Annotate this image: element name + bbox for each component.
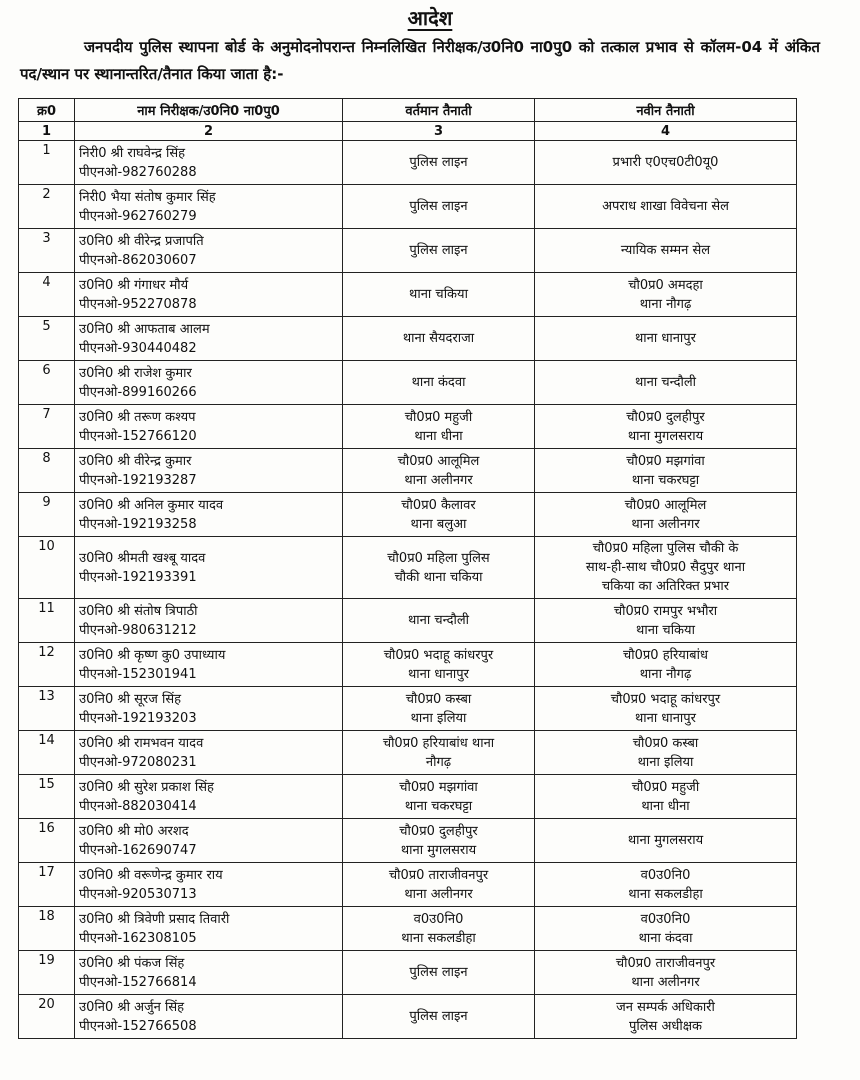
current-posting-line: थाना सकलडीहा [401,930,476,946]
new-posting-line: थाना मुगलसराय [627,428,704,444]
officer-name: निरी0 श्री राघवेन्द्र सिंह [79,145,186,161]
officer-pno: पीएनओ-920530713 [79,886,197,902]
serial-number: 3 [19,229,75,273]
officer-name: उ0नि0 श्री रामभवन यादव [79,735,204,751]
current-posting [343,643,535,687]
table-row [19,273,797,317]
officer-cell [75,995,343,1039]
new-posting-line: चौ0प्र0 दुलहीपुर [626,409,705,425]
new-posting-line: चकिया का अतिरिक्त प्रभार [601,579,730,594]
order-intro-paragraph [20,34,820,88]
officer-name: उ0नि0 श्री अर्जुन सिंह [79,999,185,1015]
serial-number: 5 [19,317,75,361]
officer-pno: पीएनओ-980631212 [79,622,197,638]
new-posting-line: थाना अलीनगर [631,974,700,990]
current-posting-line: थाना चन्दौली [407,613,470,628]
new-posting-line: थाना चकिया [636,622,695,638]
officer-cell [75,819,343,863]
officer-cell [75,317,343,361]
current-posting [343,907,535,951]
current-posting [343,819,535,863]
current-posting-line: पुलिस लाइन [409,965,468,980]
serial-number: 12 [19,643,75,687]
table-row [19,907,797,951]
serial-number: 4 [19,273,75,317]
current-posting [343,273,535,317]
new-posting-line: व0उ0नि0 [640,911,691,927]
new-posting-line: थाना नौगढ़ [639,666,692,682]
serial-number: 13 [19,687,75,731]
current-posting [343,537,535,599]
column-number: 1 [19,122,75,141]
serial-number: 8 [19,449,75,493]
new-posting-line: चौ0प्र0 हरियाबांध [623,647,708,663]
table-row [19,775,797,819]
officer-pno: पीएनओ-162308105 [79,930,197,946]
new-posting [535,599,797,643]
current-posting [343,599,535,643]
current-posting-line: थाना मुगलसराय [400,842,477,858]
officer-name: उ0नि0 श्री संतोष त्रिपाठी [79,603,198,619]
serial-number: 20 [19,995,75,1039]
officer-pno: पीएनओ-152766814 [79,974,197,990]
new-posting-line: थाना धानापुर [634,331,697,346]
current-posting-line: थाना धीना [414,428,463,444]
officer-pno: पीएनओ-152766508 [79,1018,197,1034]
officer-cell [75,361,343,405]
table-row [19,643,797,687]
officer-pno: पीएनओ-192193258 [79,516,197,532]
serial-number: 1 [19,141,75,185]
officer-name: उ0नि0 श्री वीरेन्द्र प्रजापति [79,233,204,249]
officer-cell [75,907,343,951]
current-posting-line: चौ0प्र0 दुलहीपुर [399,823,478,839]
current-posting-line: पुलिस लाइन [409,243,468,258]
officer-name: उ0नि0 श्री त्रिवेणी प्रसाद तिवारी [79,911,230,927]
current-posting-line: थाना अलीनगर [404,472,473,488]
new-posting [535,273,797,317]
officer-name: उ0नि0 श्री पंकज सिंह [79,955,185,971]
new-posting-line: चौ0प्र0 महिला पुलिस चौकी के [592,541,739,556]
new-posting-line: थाना इलिया [637,754,694,770]
new-posting [535,141,797,185]
officer-pno: पीएनओ-152301941 [79,666,197,682]
current-posting-line: चौ0प्र0 महिला पुलिस [387,550,490,566]
new-posting-line: जन सम्पर्क अधिकारी [616,999,715,1015]
new-posting-line: थाना अलीनगर [631,516,700,532]
table-row [19,951,797,995]
new-posting [535,775,797,819]
new-posting [535,907,797,951]
current-posting-line: थाना बलुआ [410,516,467,532]
new-posting-line: चौ0प्र0 रामपुर भभौरा [613,603,718,619]
column-number: 4 [535,122,797,141]
current-posting [343,405,535,449]
serial-number: 19 [19,951,75,995]
current-posting-line: थाना कंदवा [411,375,466,390]
officer-pno: पीएनओ-972080231 [79,754,197,770]
current-posting-line: थाना चकिया [409,287,468,302]
table-row [19,141,797,185]
current-posting [343,951,535,995]
table-row [19,819,797,863]
current-posting [343,863,535,907]
header-new-posting: नवीन तैनाती [535,99,797,122]
new-posting-line: चौ0प्र0 महुजी [631,779,700,795]
serial-number: 15 [19,775,75,819]
new-posting-line: थाना चन्दौली [634,375,697,390]
current-posting-line: पुलिस लाइन [409,155,468,170]
current-posting [343,995,535,1039]
officer-pno: पीएनओ-982760288 [79,164,197,180]
table-row [19,537,797,599]
serial-number: 6 [19,361,75,405]
new-posting-line: थाना धानापुर [634,710,697,726]
new-posting-line: चौ0प्र0 भदाहू कांधरपुर [610,691,721,707]
current-posting-line: व0उ0नि0 [413,911,464,927]
officer-cell [75,537,343,599]
officer-pno: पीएनओ-952270878 [79,296,197,312]
new-posting-line: चौ0प्र0 मझगांवा [626,453,705,469]
current-posting-line: चौ0प्र0 आलूमिल [397,453,480,469]
officer-pno: पीएनओ-162690747 [79,842,197,858]
officer-cell [75,229,343,273]
officer-name: उ0नि0 श्री गंगाधर मौर्य [79,277,189,293]
current-posting-line: पुलिस लाइन [409,1009,468,1024]
current-posting [343,317,535,361]
officer-pno: पीएनओ-862030607 [79,252,197,268]
new-posting-line: थाना कंदवा [638,930,693,946]
officer-cell [75,141,343,185]
new-posting [535,493,797,537]
table-row [19,731,797,775]
current-posting-line: चौ0प्र0 मझगांवा [399,779,478,795]
current-posting [343,361,535,405]
current-posting [343,731,535,775]
order-heading: आदेश [407,6,453,30]
current-posting-line: थाना इलिया [410,710,467,726]
serial-number: 10 [19,537,75,599]
officer-cell [75,405,343,449]
new-posting-line: न्यायिक सम्मन सेल [620,243,711,258]
new-posting-line: अपराध शाखा विवेचना सेल [602,199,729,214]
table-row [19,185,797,229]
table-row [19,863,797,907]
intro-text: जनपदीय पुलिस स्थापना बोर्ड के अनुमोदनोपरान्त निम्नलिखित निरीक्षक/उ0नि0 ना0पु0 को तत्काल प्रभाव से कॉलम-04 में अंकित पद/स्थान पर स्थानान्तरित/तैनात किया जाता है:- [20,38,820,83]
officer-pno: पीएनओ-192193203 [79,710,197,726]
current-posting [343,185,535,229]
serial-number: 14 [19,731,75,775]
officer-pno: पीएनओ-899160266 [79,384,197,400]
table-row [19,317,797,361]
new-posting [535,819,797,863]
current-posting-line: चौ0प्र0 ताराजीवनपुर [388,867,489,883]
new-posting-line: थाना मुगलसराय [627,833,704,848]
current-posting-line: चौ0प्र0 महुजी [404,409,473,425]
officer-name: उ0नि0 श्री सुरेश प्रकाश सिंह [79,779,214,795]
current-posting-line: थाना सैयदराजा [402,331,475,346]
officer-name: उ0नि0 श्री वीरेन्द्र कुमार [79,453,192,469]
new-posting-line: चौ0प्र0 आलूमिल [624,497,707,513]
current-posting-line: चौ0प्र0 कैलावर [401,497,476,513]
table-row [19,449,797,493]
officer-name: उ0नि0 श्री कृष्ण कु0 उपाध्याय [79,647,226,663]
new-posting [535,731,797,775]
officer-cell [75,493,343,537]
new-posting [535,995,797,1039]
header-current-posting: वर्तमान तैनाती [343,99,535,122]
table-row [19,229,797,273]
officer-cell [75,185,343,229]
table-row [19,687,797,731]
new-posting [535,229,797,273]
table-row [19,493,797,537]
serial-number: 2 [19,185,75,229]
new-posting-line: चौ0प्र0 ताराजीवनपुर [615,955,716,971]
new-posting-line: चौ0प्र0 अमदहा [628,277,703,293]
new-posting [535,449,797,493]
table-row [19,995,797,1039]
column-number-row [19,122,797,141]
officer-name: उ0नि0 श्री सूरज सिंह [79,691,182,707]
header-serial: क्र0 [19,99,75,122]
current-posting-line: चौकी थाना चकिया [394,569,483,585]
serial-number: 11 [19,599,75,643]
current-posting [343,775,535,819]
officer-cell [75,775,343,819]
current-posting [343,687,535,731]
officer-name: उ0नि0 श्री राजेश कुमार [79,365,192,381]
current-posting-line: नौगढ़ [425,754,452,770]
current-posting-line: चौ0प्र0 भदाहू कांधरपुर [383,647,494,663]
table-row [19,599,797,643]
new-posting-line: व0उ0नि0 [640,867,691,883]
officer-cell [75,449,343,493]
new-posting-line: थाना सकलडीहा [628,886,703,902]
current-posting [343,493,535,537]
current-posting-line: थाना धानापुर [407,666,470,682]
current-posting-line: थाना अलीनगर [404,886,473,902]
table-header-row [19,99,797,122]
officer-pno: पीएनओ-930440482 [79,340,197,356]
current-posting-line: चौ0प्र0 कस्बा [405,691,472,707]
new-posting [535,405,797,449]
transfer-table [18,98,797,1039]
current-posting [343,229,535,273]
new-posting-line: चौ0प्र0 कस्बा [632,735,699,751]
column-number: 2 [75,122,343,141]
officer-pno: पीएनओ-192193287 [79,472,197,488]
officer-cell [75,273,343,317]
header-name: नाम निरीक्षक/उ0नि0 ना0पु0 [75,99,343,122]
column-number: 3 [343,122,535,141]
new-posting [535,537,797,599]
officer-pno: पीएनओ-152766120 [79,428,197,444]
serial-number: 16 [19,819,75,863]
new-posting-line: थाना नौगढ़ [639,296,692,312]
officer-name: उ0नि0 श्री मो0 अरशद [79,823,189,839]
current-posting [343,449,535,493]
new-posting [535,687,797,731]
serial-number: 9 [19,493,75,537]
officer-name: निरी0 भैया संतोष कुमार सिंह [79,189,216,205]
table-row [19,405,797,449]
new-posting-line: पुलिस अधीक्षक [628,1018,703,1034]
officer-name: उ0नि0 श्रीमती खश्बू यादव [79,550,206,566]
serial-number: 17 [19,863,75,907]
new-posting-line: प्रभारी ए0एच0टी0यू0 [612,155,719,170]
new-posting-line: थाना चकरघट्टा [631,472,700,488]
current-posting [343,141,535,185]
current-posting-line: चौ0प्र0 हरियाबांध थाना [382,735,495,751]
current-posting-line: थाना चकरघट्टा [404,798,473,814]
officer-cell [75,731,343,775]
officer-cell [75,863,343,907]
officer-pno: पीएनओ-962760279 [79,208,197,224]
new-posting [535,863,797,907]
officer-name: उ0नि0 श्री तरूण कश्यप [79,409,196,425]
new-posting-line: थाना धीना [641,798,690,814]
current-posting-line: पुलिस लाइन [409,199,468,214]
new-posting [535,951,797,995]
table-row [19,361,797,405]
officer-cell [75,951,343,995]
serial-number: 18 [19,907,75,951]
new-posting [535,361,797,405]
officer-name: उ0नि0 श्री वरूणेन्द्र कुमार राय [79,867,223,883]
officer-name: उ0नि0 श्री आफताब आलम [79,321,210,337]
officer-cell [75,599,343,643]
officer-cell [75,643,343,687]
serial-number: 7 [19,405,75,449]
new-posting-line: साथ-ही-साथ चौ0प्र0 सैदुपुर थाना [585,560,746,575]
new-posting [535,185,797,229]
new-posting [535,317,797,361]
officer-pno: पीएनओ-882030414 [79,798,197,814]
new-posting [535,643,797,687]
officer-cell [75,687,343,731]
officer-pno: पीएनओ-192193391 [79,569,197,585]
officer-name: उ0नि0 श्री अनिल कुमार यादव [79,497,224,513]
